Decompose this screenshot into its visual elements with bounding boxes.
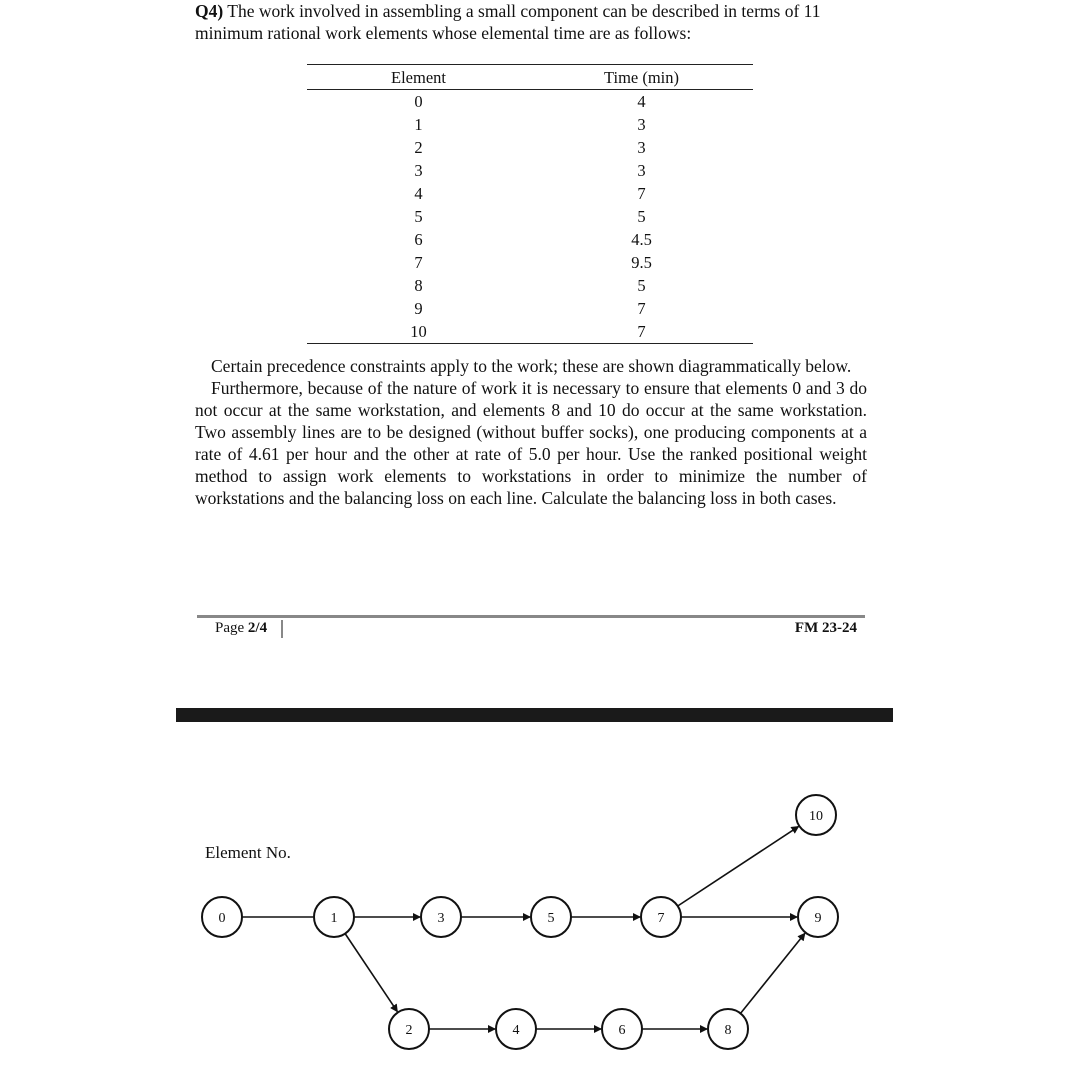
node-6 — [602, 1009, 642, 1049]
page-number: Page 2/4 — [215, 620, 268, 636]
footer-separator — [281, 620, 283, 638]
diagram-caption: Element No. — [205, 843, 291, 862]
node-4 — [496, 1009, 536, 1049]
time-cell: 7 — [637, 184, 646, 203]
question-label: Q4) — [195, 1, 224, 21]
svg-text:5: 5 — [547, 911, 555, 926]
time-cell: 9.5 — [631, 253, 652, 272]
node-10 — [796, 795, 836, 835]
svg-text:4: 4 — [512, 1023, 520, 1038]
element-cell: 9 — [414, 299, 423, 318]
node-5 — [531, 897, 571, 937]
time-cell: 3 — [637, 138, 646, 157]
svg-text:0: 0 — [218, 911, 226, 926]
node-7 — [641, 897, 681, 937]
element-cell: 8 — [414, 276, 423, 295]
question-body: The work involved in assembling a small component can be described in terms of 11 minimum rational work elements whose elemental time are as follows: — [195, 1, 821, 43]
svg-text:1: 1 — [330, 911, 338, 926]
node-0 — [202, 897, 242, 937]
svg-text:8: 8 — [724, 1023, 732, 1038]
node-9 — [798, 897, 838, 937]
time-cell: 5 — [637, 207, 646, 226]
body-text — [195, 355, 867, 509]
node-3 — [421, 897, 461, 937]
page-break-band — [176, 708, 893, 722]
table-row — [307, 182, 753, 205]
svg-text:3: 3 — [437, 911, 445, 926]
svg-text:9: 9 — [814, 911, 822, 926]
table-row — [307, 228, 753, 251]
edge-7-10 — [678, 827, 799, 906]
footer-divider — [197, 615, 865, 618]
element-cell: 0 — [414, 92, 423, 111]
table-row — [307, 159, 753, 182]
table-row — [307, 113, 753, 136]
paragraph: Certain precedence constraints apply to the work; these are shown diagrammatically below. — [211, 356, 852, 376]
svg-text:6: 6 — [618, 1023, 626, 1038]
column-header-element: Element — [307, 65, 530, 90]
time-cell: 7 — [530, 320, 753, 344]
precedence-diagram — [0, 760, 1069, 1069]
svg-text:2: 2 — [405, 1023, 413, 1038]
table-row — [307, 136, 753, 159]
node-1 — [314, 897, 354, 937]
element-cell: 2 — [414, 138, 423, 157]
time-cell: 7 — [637, 299, 646, 318]
table-row — [307, 297, 753, 320]
node-8 — [708, 1009, 748, 1049]
svg-text:7: 7 — [657, 911, 665, 926]
element-cell: 10 — [307, 320, 530, 344]
document-code: FM 23-24 — [794, 620, 857, 636]
time-cell: 3 — [637, 161, 646, 180]
edge-8-9 — [741, 933, 805, 1013]
time-cell: 4 — [637, 92, 646, 111]
time-cell: 5 — [637, 276, 646, 295]
table-row — [307, 251, 753, 274]
column-header-time: Time (min) — [530, 65, 753, 90]
time-cell: 3 — [637, 115, 646, 134]
paragraph: Furthermore, because of the nature of work it is necessary to ensure that elements 0 and 3 do not occur at the same workstation, and elements 8 and 10 do occur at the same workstation. Two assembly lines are to be designed (without buffer socks), one producing components at a rate of 4.61 per hour and the other at rate of 5.0 per hour. Use the ranked positional weight method to assign work elements to workstations in order to minimize the number of workstations and the balancing loss on each line. Calculate the balancing loss in both cases. — [195, 378, 867, 508]
element-cell: 5 — [414, 207, 423, 226]
question-text — [195, 0, 867, 44]
time-cell: 4.5 — [631, 230, 652, 249]
element-cell: 6 — [414, 230, 423, 249]
table-row — [307, 90, 753, 114]
edge-1-2 — [345, 934, 397, 1012]
node-2 — [389, 1009, 429, 1049]
element-cell: 1 — [414, 115, 423, 134]
element-time-table — [307, 64, 753, 344]
table-row — [307, 274, 753, 297]
element-cell: 7 — [414, 253, 423, 272]
element-cell: 3 — [414, 161, 423, 180]
table-row — [307, 205, 753, 228]
svg-text:10: 10 — [809, 809, 823, 824]
element-cell: 4 — [414, 184, 423, 203]
table-row — [307, 320, 753, 344]
